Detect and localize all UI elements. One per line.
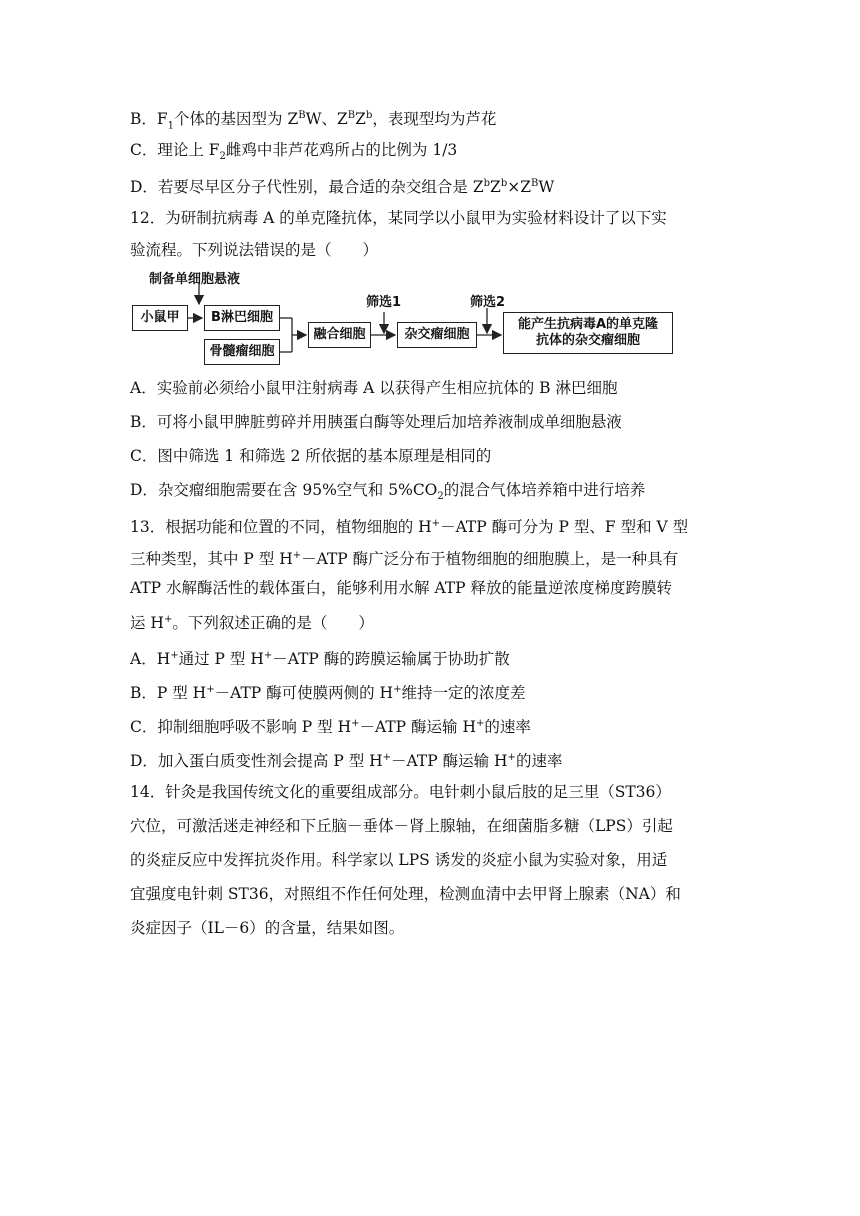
q13-stem-line1: 13．根据功能和位置的不同，植物细胞的 H+－ATP 酶可分为 P 型、F 型和 V 型 [130,518,689,537]
box-mouse: 小鼠甲 [132,305,188,331]
q14-stem-line5: 炎症因子（IL－6）的含量，结果如图。 [130,919,405,937]
q13-option-b: B．P 型 H+－ATP 酶可使膜两侧的 H+维持一定的浓度差 [130,684,526,703]
box-final-hybridoma [503,312,673,354]
q12-option-a: A．实验前必须给小鼠甲注射病毒 A 以获得产生相应抗体的 B 淋巴细胞 [130,379,618,397]
q13-stem-line3: ATP 水解酶活性的载体蛋白，能够利用水解 ATP 释放的能量逆浓度梯度跨膜转 [130,579,673,597]
q12-stem-line2: 验流程。下列说法错误的是（ ） [130,241,379,259]
label-screen-1: 筛选1 [366,295,402,310]
q12-stem-line1: 12．为研制抗病毒 A 的单克隆抗体，某同学以小鼠甲为实验材料设计了以下实 [130,209,667,227]
q12-option-c: C．图中筛选 1 和筛选 2 所依据的基本原理是相同的 [130,447,492,465]
box-fusion-cell: 融合细胞 [308,322,371,348]
q11-option-c: C．理论上 $F_2$雌鸡中非芦花鸡所占的比例为 1/3 [130,141,458,163]
q13-option-c: C．抑制细胞呼吸不影响 P 型 H+－ATP 酶运输 H+的速率 [130,718,531,737]
box-hybridoma-cell: 杂交瘤细胞 [397,322,477,348]
q13-option-a: A．H+通过 P 型 H+－ATP 酶的跨膜运输属于协助扩散 [130,650,510,669]
q14-stem-line3: 的炎症反应中发挥抗炎作用。科学家以 LPS 诱发的炎症小鼠为实验对象，用适 [130,851,668,869]
label-screen-2: 筛选2 [470,295,506,310]
final-box-line2: 抗体的杂交瘤细胞 [535,333,640,348]
q14-stem-line1: 14．针灸是我国传统文化的重要组成部分。电针刺小鼠后肢的足三里（ST36） [130,783,671,801]
final-box-line1: 能产生抗病毒A的单克隆 [517,317,659,332]
flow-diagram [130,268,680,370]
label-prepare-suspension: 制备单细胞悬液 [149,272,241,287]
box-myeloma-cell: 骨髓瘤细胞 [204,339,280,365]
q13-option-d: D．加入蛋白质变性剂会提高 P 型 H+－ATP 酶运输 H+的速率 [130,752,563,771]
q13-stem-line2: 三种类型，其中 P 型 H+－ATP 酶广泛分布于植物细胞的细胞膜上，是一种具有 [130,550,679,569]
box-b-lymphocyte: B淋巴细胞 [204,305,280,331]
q12-option-b: B．可将小鼠甲脾脏剪碎并用胰蛋白酶等处理后加培养液制成单细胞悬液 [130,413,622,431]
q11-option-b: B．$F_1$个体的基因型为 $Z^BW$、$Z^BZ^b$，表现型均为芦花 [130,110,497,132]
q11-option-d: D．若要尽早区分子代性别，最合适的杂交组合是 $Z^bZ^b\times Z^BW$ [130,178,555,197]
q12-option-d: D．杂交瘤细胞需要在含 95%空气和 $5\%CO_2$的混合气体培养箱中进行培养 [130,481,646,503]
q13-stem-line4: 运 H+。下列叙述正确的是（ ） [130,614,374,633]
q14-stem-line2: 穴位，可激活迷走神经和下丘脑－垂体－肾上腺轴，在细菌脂多糖（LPS）引起 [130,817,673,835]
q14-stem-line4: 宜强度电针刺 ST36，对照组不作任何处理，检测血清中去甲肾上腺素（NA）和 [130,885,681,903]
